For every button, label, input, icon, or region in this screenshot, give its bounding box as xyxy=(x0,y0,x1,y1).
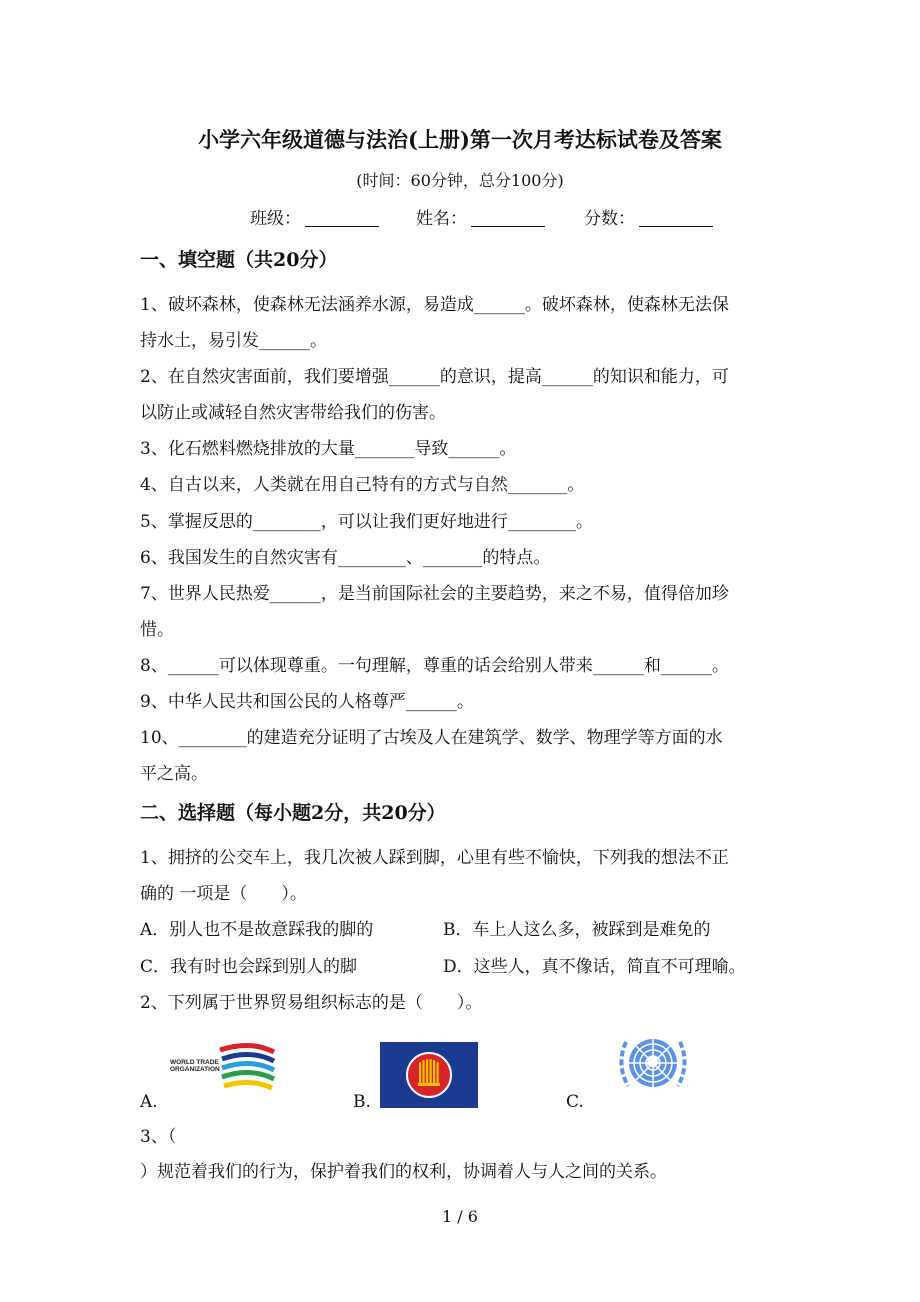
name-field xyxy=(416,204,545,229)
class-label: 班级： xyxy=(250,209,301,229)
wto-logo-text-1: WORLD TRADE xyxy=(170,1059,219,1066)
page-number: 1 / 6 xyxy=(442,1207,478,1226)
fill-line: 3、化石燃料燃烧排放的大量_______导致______。 xyxy=(140,439,517,459)
fill-line: 持水土，易引发______。 xyxy=(140,331,327,351)
fill-line: 1、破坏森林，使森林无法涵养水源，易造成______。破坏森林，使森林无法保 xyxy=(140,295,729,315)
fill-line: 平之高。 xyxy=(140,764,208,784)
fill-line: 5、掌握反思的________，可以让我们更好地进行________。 xyxy=(140,512,593,532)
class-field xyxy=(250,204,379,229)
question-3-line-2: ）规范着我们的行为，保护着我们的权利，协调着人与人之间的关系。 xyxy=(140,1162,667,1182)
fill-line: 4、自古以来，人类就在用自己特有的方式与自然_______。 xyxy=(140,475,585,495)
name-blank xyxy=(471,208,545,227)
fill-line: 以防止或减轻自然灾害带给我们的伤害。 xyxy=(140,403,446,423)
name-label: 姓名： xyxy=(416,209,467,229)
question-1-option-d: D．这些人，真不像话，简直不可理喻。 xyxy=(443,957,746,977)
question-1-option-a: A．别人也不是故意踩我的脚的 xyxy=(140,920,374,940)
score-label: 分数： xyxy=(584,209,635,229)
fill-line: 7、世界人民热爱______，是当前国际社会的主要趋势，来之不易，值得倍加珍 xyxy=(140,584,729,604)
class-blank xyxy=(305,208,379,227)
question-1-line-1: 1、拥挤的公交车上，我几次被人踩到脚，心里有些不愉快，下列我的想法不正 xyxy=(140,848,729,868)
page-title: 小学六年级道德与法治(上册)第一次月考达标试卷及答案 xyxy=(198,127,722,152)
fill-line: 8、______可以体现尊重。一句理解，尊重的话会给别人带来______和______。 xyxy=(140,656,729,676)
score-field xyxy=(584,204,713,229)
fill-line: 10、________的建造充分证明了古埃及人在建筑学、数学、物理学等方面的水 xyxy=(140,728,723,748)
fill-line: 2、在自然灾害面前，我们要增强______的意识，提高______的知识和能力，可 xyxy=(140,367,729,387)
question-2-option-c-label: C. xyxy=(566,1092,584,1112)
score-blank xyxy=(639,208,713,227)
question-3-line-1: 3、（ xyxy=(140,1127,177,1147)
question-2-option-b-label: B. xyxy=(353,1092,371,1112)
wto-logo-image xyxy=(168,1038,280,1096)
question-1-option-b: B．车上人这么多，被踩到是难免的 xyxy=(443,920,711,940)
fill-line: 6、我国发生的自然灾害有________、_______的特点。 xyxy=(140,548,551,568)
fill-line: 9、中华人民共和国公民的人格尊严______。 xyxy=(140,692,474,712)
question-2: 2、下列属于世界贸易组织标志的是（ ）。 xyxy=(140,993,483,1013)
un-emblem-image xyxy=(612,1030,694,1098)
fill-line: 惜。 xyxy=(140,620,174,640)
asean-flag-image xyxy=(380,1042,478,1108)
question-1-option-c: C．我有时也会踩到别人的脚 xyxy=(140,957,358,977)
question-2-option-a-label: A. xyxy=(140,1092,158,1112)
wto-logo-text-2: ORGANIZATION xyxy=(170,1066,220,1073)
exam-time-info: (时间：60分钟，总分100分) xyxy=(356,171,564,190)
question-1-line-2: 确的 一项是（ ）。 xyxy=(140,884,307,904)
section-2-heading: 二、选择题（每小题2分，共20分） xyxy=(140,802,446,824)
section-1-heading: 一、填空题（共20分） xyxy=(140,249,338,271)
